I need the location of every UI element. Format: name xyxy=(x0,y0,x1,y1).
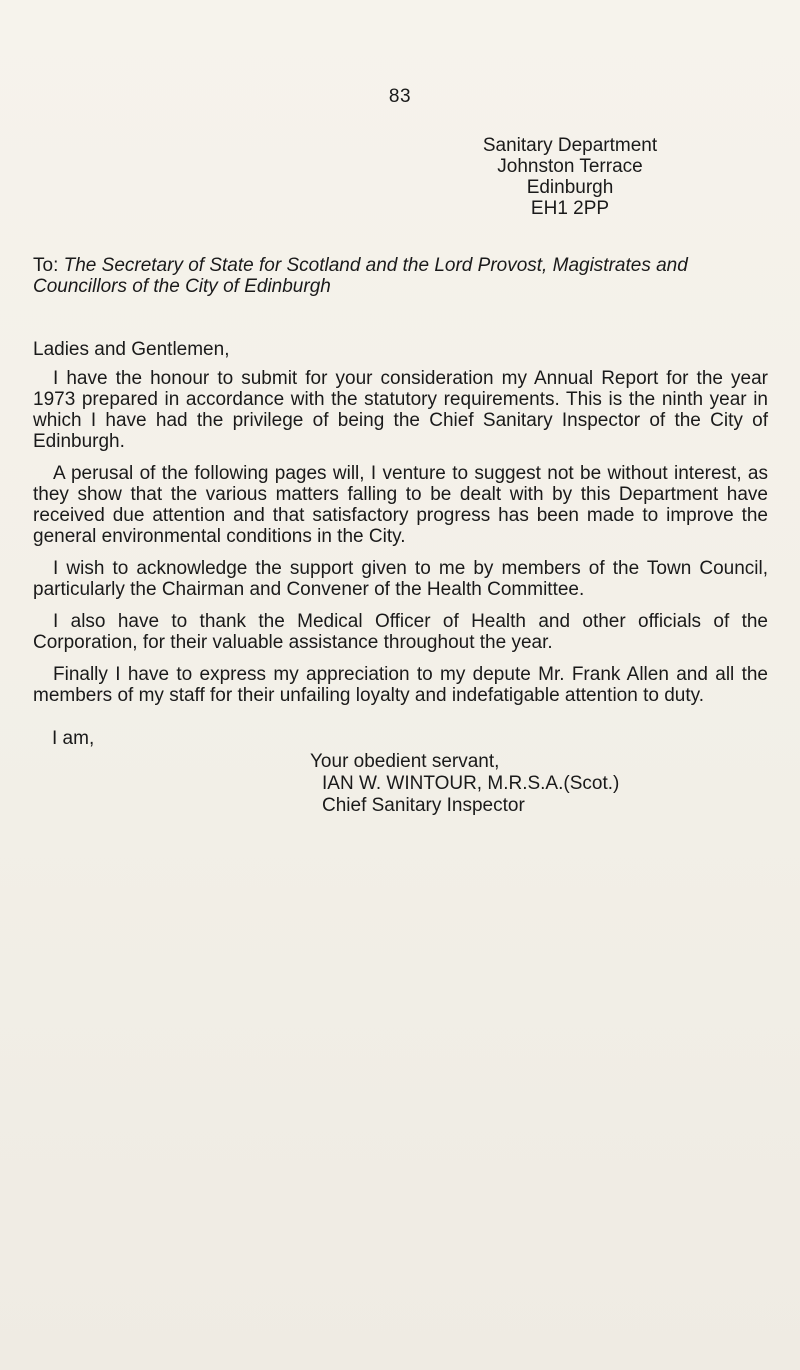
signature-block xyxy=(300,751,780,817)
recipient-block xyxy=(33,255,768,297)
letter-body xyxy=(33,368,768,717)
sender-address xyxy=(440,135,700,219)
paragraph-1: I have the honour to submit for your consideration my Annual Report for the year 1973 prepared in accordance with the statutory requirements. This is the ninth year in which I have had the privilege of being the Chief Sanitary Inspector of the City of Edinburgh. xyxy=(33,368,768,452)
address-line-department: Sanitary Department xyxy=(482,135,658,156)
paragraph-3: I wish to acknowledge the support given to me by members of the Town Council, particularly the Chairman and Convener of the Health Committee. xyxy=(33,558,768,600)
paragraph-2: A perusal of the following pages will, I venture to suggest not be without interest, as they show that the various matters falling to be dealt with by this Department have received due attention and that satisfactory progress has been made to improve the general environmental conditions in the City. xyxy=(33,463,768,547)
salutation: Ladies and Gentlemen, xyxy=(33,339,230,360)
recipient-name: The Secretary of State for Scotland and the Lord Provost, Magistrates and Councillors of the City of Edinburgh xyxy=(33,255,688,297)
address-line-city: Edinburgh xyxy=(526,177,614,198)
page-number: 83 xyxy=(388,86,412,107)
recipient-label: To: xyxy=(33,255,64,276)
closing: I am, xyxy=(52,728,95,749)
signature-valediction: Your obedient servant, xyxy=(310,751,500,772)
address-line-postcode: EH1 2PP xyxy=(530,198,610,219)
paragraph-4: I also have to thank the Medical Officer of Health and other officials of the Corporation, for their valuable assistance throughout the year. xyxy=(33,611,768,653)
signature-title: Chief Sanitary Inspector xyxy=(322,795,525,816)
paragraph-5: Finally I have to express my appreciation to my depute Mr. Frank Allen and all the members of my staff for their unfailing loyalty and indefatigable attention to duty. xyxy=(33,664,768,706)
address-line-street: Johnston Terrace xyxy=(497,156,643,177)
signature-name: IAN W. WINTOUR, M.R.S.A.(Scot.) xyxy=(322,773,620,794)
